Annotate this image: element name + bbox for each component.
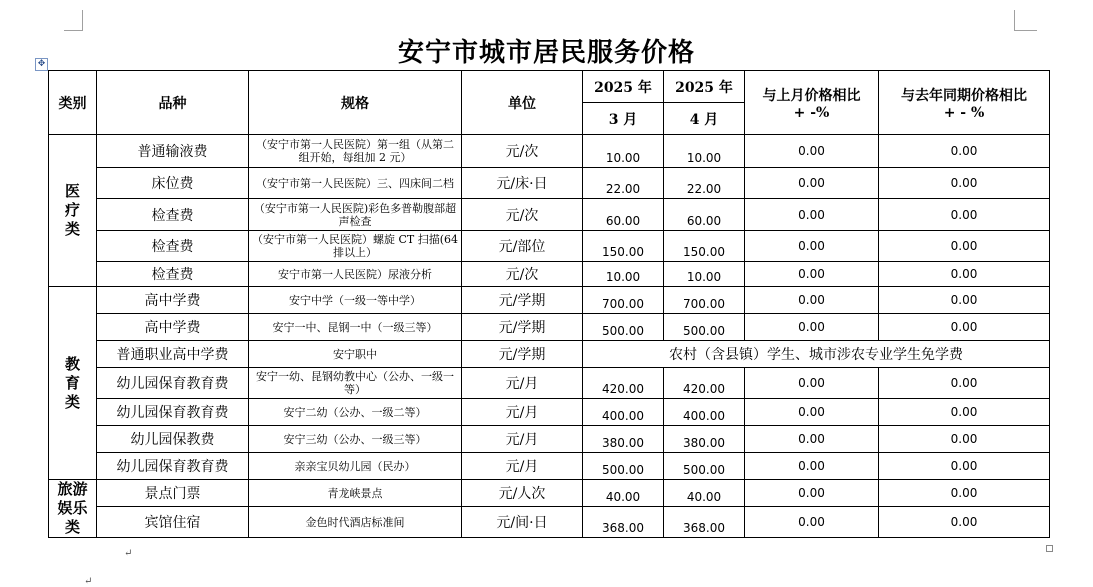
price-apr-cell: 40.00 (664, 480, 745, 507)
yoy-change-cell: 0.00 (879, 426, 1050, 453)
unit-cell: 元/月 (462, 453, 583, 480)
note-cell: 农村（含县镇）学生、城市涉农专业学生免学费 (583, 341, 1050, 368)
item-cell: 高中学费 (97, 314, 249, 341)
table-resize-handle[interactable] (1046, 545, 1053, 552)
mom-change-cell: 0.00 (745, 135, 879, 168)
spec-cell: 安宁二幼（公办、一级二等） (249, 399, 462, 426)
spec-cell: 青龙峡景点 (249, 480, 462, 507)
spec-cell: 安宁市第一人民医院）尿液分析 (249, 262, 462, 287)
table-row (49, 507, 1050, 538)
unit-cell: 元/次 (462, 199, 583, 231)
item-cell: 床位费 (97, 168, 249, 199)
header-category: 类别 (49, 71, 97, 135)
table-row (49, 426, 1050, 453)
unit-cell: 元/月 (462, 426, 583, 453)
price-table (48, 70, 1050, 538)
header-row (49, 71, 1050, 103)
header-item: 品种 (97, 71, 249, 135)
price-apr-cell: 400.00 (664, 399, 745, 426)
mom-change-cell: 0.00 (745, 426, 879, 453)
item-cell: 幼儿园保育教育费 (97, 453, 249, 480)
mom-change-cell: 0.00 (745, 453, 879, 480)
mom-change-cell: 0.00 (745, 480, 879, 507)
mom-change-cell: 0.00 (745, 399, 879, 426)
spec-cell: （安宁市第一人民医院)彩色多普勒腹部超声检查 (249, 199, 462, 231)
item-cell: 幼儿园保教费 (97, 426, 249, 453)
price-mar-cell: 368.00 (583, 507, 664, 538)
mom-change-cell: 0.00 (745, 507, 879, 538)
unit-cell: 元/床·日 (462, 168, 583, 199)
mom-change-cell: 0.00 (745, 168, 879, 199)
price-apr-cell: 380.00 (664, 426, 745, 453)
category-cell: 教 育 类 (49, 287, 97, 480)
price-mar-cell: 400.00 (583, 399, 664, 426)
table-row (49, 341, 1050, 368)
paragraph-mark-2: ↵ (84, 576, 93, 587)
spec-cell: （安宁市第一人民医院）第一组（从第二组开始，每组加 2 元） (249, 135, 462, 168)
paragraph-mark: ↵ (124, 548, 133, 559)
header-year-apr: 2025 年 (664, 71, 745, 103)
move-anchor-icon[interactable]: ✥ (35, 58, 48, 71)
yoy-change-cell: 0.00 (879, 507, 1050, 538)
mom-change-cell: 0.00 (745, 314, 879, 341)
spec-cell: 安宁三幼（公办、一级三等） (249, 426, 462, 453)
price-mar-cell: 60.00 (583, 199, 664, 231)
crop-mark-top-left (64, 10, 83, 31)
price-mar-cell: 150.00 (583, 231, 664, 262)
unit-cell: 元/学期 (462, 287, 583, 314)
yoy-change-cell: 0.00 (879, 135, 1050, 168)
yoy-change-cell: 0.00 (879, 368, 1050, 399)
header-month-mar: 3 月 (583, 103, 664, 135)
category-cell: 医 疗 类 (49, 135, 97, 287)
price-apr-cell: 10.00 (664, 135, 745, 168)
spec-cell: 安宁一中、昆钢一中（一级三等） (249, 314, 462, 341)
item-cell: 检查费 (97, 262, 249, 287)
header-month-apr: 4 月 (664, 103, 745, 135)
price-mar-cell: 10.00 (583, 135, 664, 168)
mom-change-cell: 0.00 (745, 262, 879, 287)
spec-cell: 金色时代酒店标准间 (249, 507, 462, 538)
header-mom-line1: 与上月价格相比 (762, 87, 861, 104)
table-row (49, 168, 1050, 199)
yoy-change-cell: 0.00 (879, 168, 1050, 199)
price-apr-cell: 10.00 (664, 262, 745, 287)
price-apr-cell: 500.00 (664, 314, 745, 341)
price-apr-cell: 420.00 (664, 368, 745, 399)
header-year-mar: 2025 年 (583, 71, 664, 103)
price-mar-cell: 500.00 (583, 314, 664, 341)
item-cell: 检查费 (97, 231, 249, 262)
price-apr-cell: 700.00 (664, 287, 745, 314)
header-mom (745, 71, 879, 135)
unit-cell: 元/学期 (462, 341, 583, 368)
yoy-change-cell: 0.00 (879, 199, 1050, 231)
price-apr-cell: 22.00 (664, 168, 745, 199)
item-cell: 普通输液费 (97, 135, 249, 168)
item-cell: 普通职业高中学费 (97, 341, 249, 368)
item-cell: 幼儿园保育教育费 (97, 368, 249, 399)
yoy-change-cell: 0.00 (879, 399, 1050, 426)
page-title: 安宁市城市居民服务价格 (397, 38, 695, 68)
unit-cell: 元/次 (462, 262, 583, 287)
item-cell: 宾馆住宿 (97, 507, 249, 538)
spec-cell: （安宁市第一人民医院）三、四床间二档 (249, 168, 462, 199)
price-mar-cell: 700.00 (583, 287, 664, 314)
item-cell: 景点门票 (97, 480, 249, 507)
spec-cell: 亲亲宝贝幼儿园（民办） (249, 453, 462, 480)
spec-cell: （安宁市第一人民医院）螺旋 CT 扫描(64 排以上） (249, 231, 462, 262)
price-mar-cell: 380.00 (583, 426, 664, 453)
mom-change-cell: 0.00 (745, 231, 879, 262)
table-row (49, 368, 1050, 399)
yoy-change-cell: 0.00 (879, 453, 1050, 480)
price-mar-cell: 420.00 (583, 368, 664, 399)
yoy-change-cell: 0.00 (879, 287, 1050, 314)
spec-cell: 安宁中学（一级一等中学） (249, 287, 462, 314)
unit-cell: 元/人次 (462, 480, 583, 507)
crop-mark-top-right (1014, 10, 1037, 31)
unit-cell: 元/学期 (462, 314, 583, 341)
table-row (49, 231, 1050, 262)
unit-cell: 元/次 (462, 135, 583, 168)
header-yoy (879, 71, 1050, 135)
mom-change-cell: 0.00 (745, 199, 879, 231)
yoy-change-cell: 0.00 (879, 262, 1050, 287)
unit-cell: 元/月 (462, 399, 583, 426)
table-row (49, 287, 1050, 314)
spec-cell: 安宁职中 (249, 341, 462, 368)
unit-cell: 元/部位 (462, 231, 583, 262)
price-mar-cell: 22.00 (583, 168, 664, 199)
yoy-change-cell: 0.00 (879, 314, 1050, 341)
item-cell: 高中学费 (97, 287, 249, 314)
price-apr-cell: 60.00 (664, 199, 745, 231)
unit-cell: 元/间·日 (462, 507, 583, 538)
price-mar-cell: 10.00 (583, 262, 664, 287)
table-row (49, 199, 1050, 231)
price-mar-cell: 40.00 (583, 480, 664, 507)
header-unit: 单位 (462, 71, 583, 135)
price-mar-cell: 500.00 (583, 453, 664, 480)
price-apr-cell: 150.00 (664, 231, 745, 262)
header-spec: 规格 (249, 71, 462, 135)
mom-change-cell: 0.00 (745, 368, 879, 399)
header-yoy-line1: 与去年同期价格相比 (901, 87, 1027, 104)
price-apr-cell: 368.00 (664, 507, 745, 538)
item-cell: 幼儿园保育教育费 (97, 399, 249, 426)
table-row (49, 262, 1050, 287)
mom-change-cell: 0.00 (745, 287, 879, 314)
header-yoy-line2: + - % (943, 104, 985, 121)
table-row (49, 135, 1050, 168)
category-cell: 旅游 娱乐 类 (49, 480, 97, 538)
table-row (49, 453, 1050, 480)
table-row (49, 314, 1050, 341)
price-apr-cell: 500.00 (664, 453, 745, 480)
table-row (49, 480, 1050, 507)
header-mom-line2: + -% (793, 104, 830, 121)
unit-cell: 元/月 (462, 368, 583, 399)
yoy-change-cell: 0.00 (879, 231, 1050, 262)
table-row (49, 399, 1050, 426)
spec-cell: 安宁一幼、昆钢幼教中心（公办、一级一等） (249, 368, 462, 399)
item-cell: 检查费 (97, 199, 249, 231)
yoy-change-cell: 0.00 (879, 480, 1050, 507)
